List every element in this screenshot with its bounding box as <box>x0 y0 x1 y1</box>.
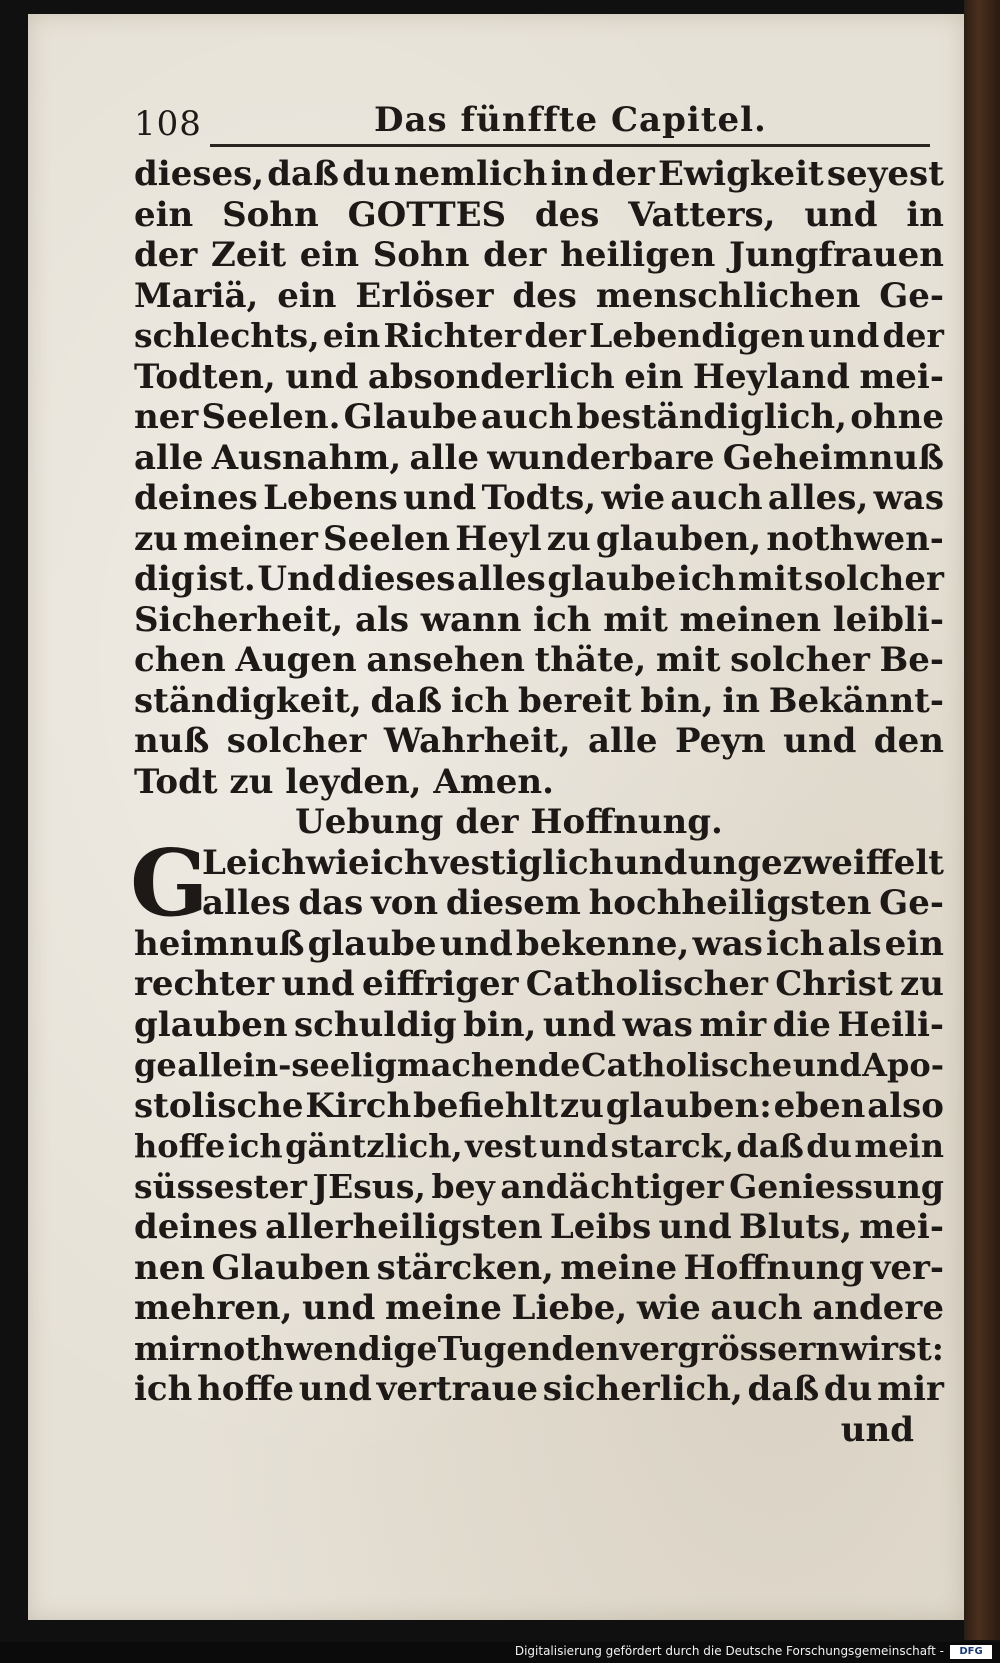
text-line: mir nothwendige Tugenden vergrössern wirst: <box>134 1328 944 1368</box>
text-line: deines Lebens und Todts, wie auch alles, was <box>134 478 944 518</box>
text-line: schlechts, ein Richter der Lebendigen und der <box>134 316 944 355</box>
text-line: ständigkeit, daß ich bereit bin, in Bekännt- <box>134 680 944 721</box>
text-line: hoffe ich gäntzlich, vest und starck, daß du mein <box>134 1127 944 1165</box>
text-line: alles das von diesem hochheiligsten Ge- <box>202 883 944 923</box>
paragraph-2 <box>130 828 944 1410</box>
text-line: süssester JEsus, bey andächtiger Geniessung <box>134 1166 944 1206</box>
text-line: stolische Kirch befiehlt zu glauben: eben also <box>134 1085 944 1126</box>
text-line: chen Augen ansehen thäte, mit solcher Be- <box>134 640 944 680</box>
page-body <box>130 154 944 1450</box>
text-line: glauben schuldig bin, und was mir die Heili- <box>134 1004 944 1045</box>
paragraph-1 <box>134 154 944 802</box>
catchword: und <box>840 1409 914 1450</box>
text-line: deines allerheiligsten Leibs und Bluts, mei- <box>134 1207 944 1247</box>
section-heading: Uebung der Hoffnung. <box>295 802 723 842</box>
text-line: Mariä, ein Erlöser des menschlichen Ge- <box>134 275 944 316</box>
funding-credit: Digitalisierung gefördert durch die Deutsche Forschungsgemeinschaft - <box>514 1644 944 1658</box>
text-line: Leichwie ich vestiglich und ungezweiffelt <box>202 842 944 883</box>
text-line: dig ist. Und dieses alles glaube ich mit solcher <box>134 559 944 599</box>
text-line: nuß solcher Wahrheit, alle Peyn und den <box>134 721 944 761</box>
text-line: zu meiner Seelen Heyl zu glauben, nothwen- <box>134 518 944 559</box>
page-header <box>134 100 934 150</box>
drop-cap: G <box>130 828 209 937</box>
book-edge <box>964 0 1000 1640</box>
text-line: alle Ausnahm, alle wunderbare Geheimnuß <box>134 437 944 478</box>
running-title: Das fünffte Capitel. <box>374 100 767 140</box>
text-line: heimnuß glaube und bekenne, was ich als ein <box>134 923 944 964</box>
text-line: ge allein-seeligmachende Catholische und Apo- <box>134 1046 944 1084</box>
dfg-logo: DFG <box>950 1645 992 1659</box>
text-line: nen Glauben stärcken, meine Hoffnung ver- <box>134 1247 944 1288</box>
text-line: der Zeit ein Sohn der heiligen Jungfrauen <box>134 235 944 275</box>
text-line: Todten, und absonderlich ein Heyland mei- <box>134 356 944 397</box>
text-line: rechter und eiffriger Catholischer Christ zu <box>134 964 944 1004</box>
header-rule <box>210 144 930 147</box>
text-line: ein Sohn GOTTES des Vatters, und in <box>134 194 944 235</box>
text-line: ich hoffe und vertraue sicherlich, daß du mir <box>134 1369 944 1409</box>
page-number: 108 <box>134 104 202 144</box>
digitization-footer <box>0 1642 1000 1663</box>
text-line: dieses, daß du nemlich in der Ewigkeit seyest <box>134 154 944 194</box>
text-line: Sicherheit, als wann ich mit meinen leibli- <box>134 599 944 640</box>
text-line: Todt zu leyden, Amen. <box>134 761 554 802</box>
text-line: mehren, und meine Liebe, wie auch andere <box>134 1288 944 1328</box>
text-line: ner Seelen. Glaube auch beständiglich, ohne <box>134 397 944 437</box>
